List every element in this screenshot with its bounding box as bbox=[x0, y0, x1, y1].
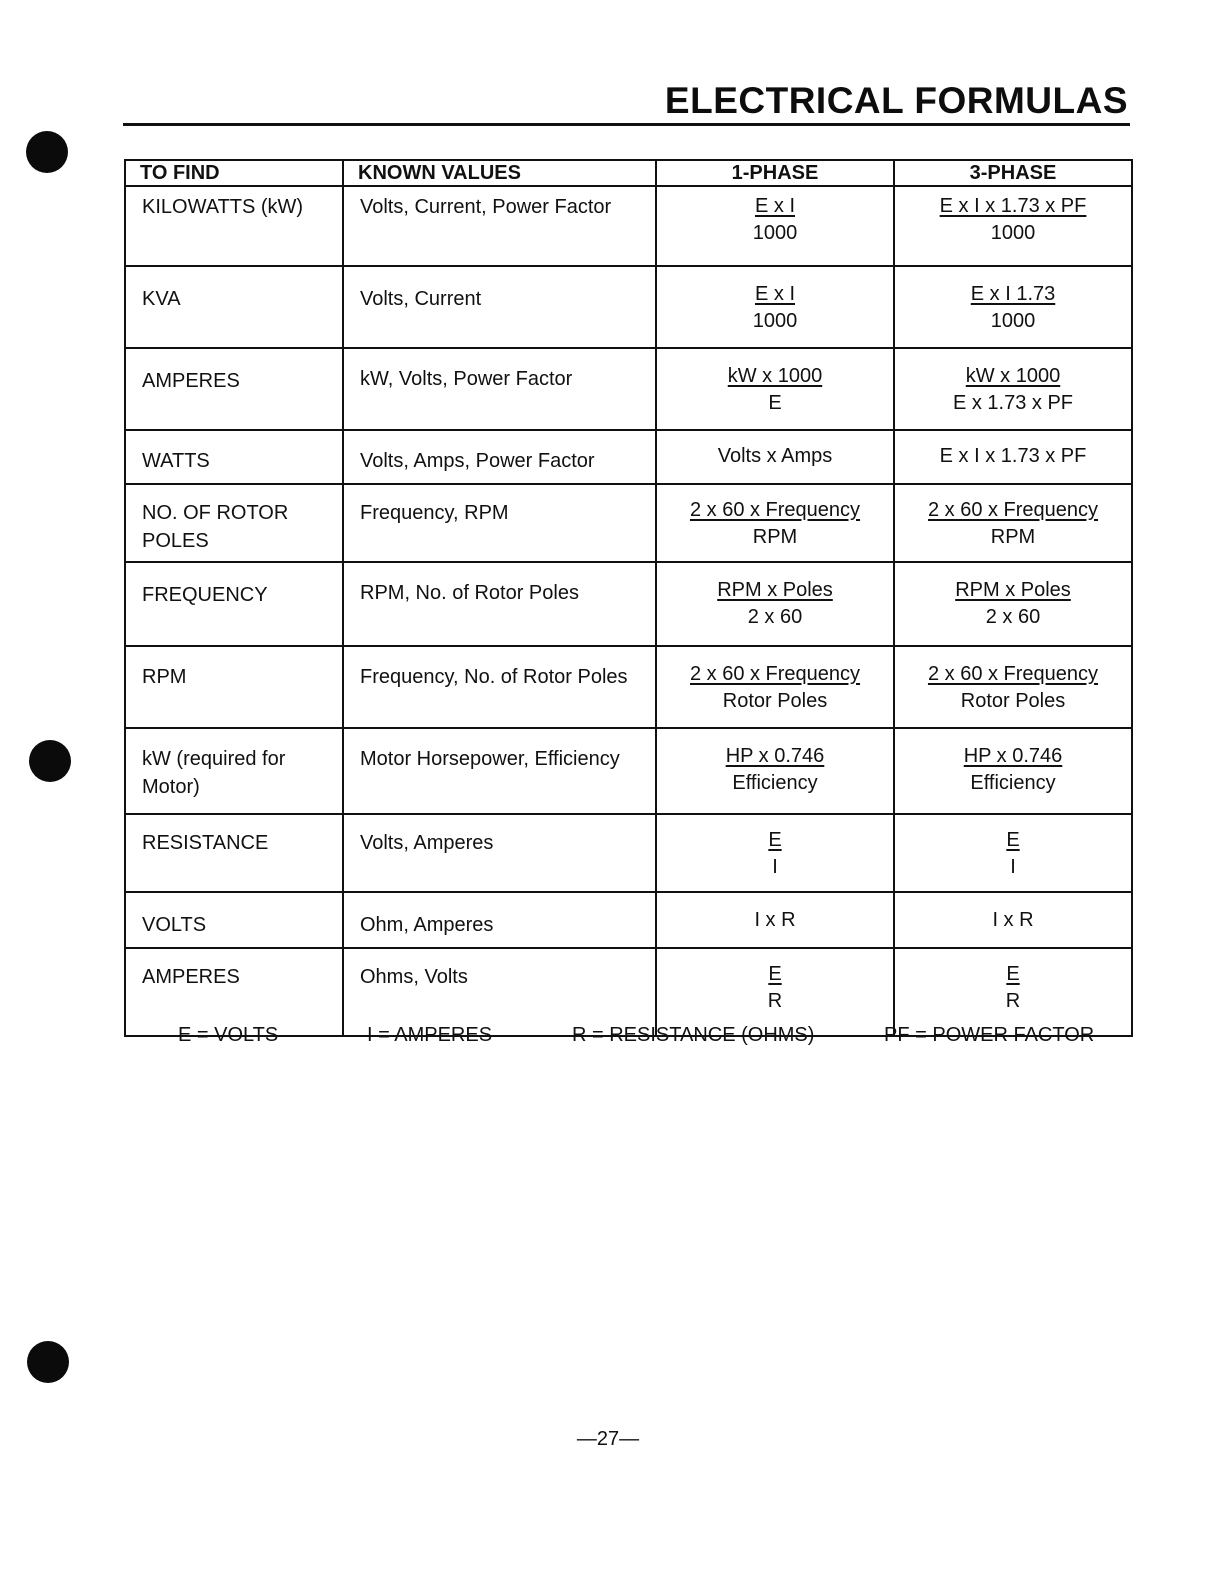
numerator: 2 x 60 x Frequency bbox=[927, 663, 1099, 685]
numerator: 2 x 60 x Frequency bbox=[927, 499, 1099, 521]
formula-1-phase bbox=[656, 266, 894, 348]
formula-3-phase bbox=[894, 892, 1132, 948]
row-to-find: AMPERES bbox=[125, 948, 343, 1036]
row-to-find: RPM bbox=[125, 646, 343, 728]
legend-volts: E = VOLTS bbox=[178, 1024, 279, 1046]
numerator: E x I x 1.73 x PF bbox=[939, 195, 1087, 217]
formula-text: I x R bbox=[992, 909, 1034, 931]
denominator: 2 x 60 bbox=[985, 606, 1041, 628]
page-title: ELECTRICAL FORMULAS bbox=[664, 80, 1128, 121]
table-row bbox=[125, 728, 1132, 814]
legend-power-factor: PF = POWER FACTOR bbox=[884, 1024, 1095, 1046]
numerator: RPM x Poles bbox=[717, 579, 833, 601]
formula-3-phase bbox=[894, 646, 1132, 728]
numerator: kW x 1000 bbox=[965, 365, 1061, 387]
denominator: Efficiency bbox=[732, 772, 818, 794]
formula-1-phase bbox=[656, 562, 894, 646]
denominator: 1000 bbox=[752, 310, 798, 332]
formula-text: Volts x Amps bbox=[717, 445, 833, 467]
formula-table bbox=[124, 159, 1133, 1037]
formula-text: I x R bbox=[754, 909, 796, 931]
numerator: E x I 1.73 bbox=[970, 283, 1056, 305]
table-row bbox=[125, 484, 1132, 562]
row-known-values: kW, Volts, Power Factor bbox=[343, 348, 656, 430]
table-header-row bbox=[125, 160, 1132, 186]
legend-resistance: R = RESISTANCE (OHMS) bbox=[572, 1024, 815, 1046]
numerator: E bbox=[768, 829, 782, 851]
row-known-values: Volts, Amperes bbox=[343, 814, 656, 892]
denominator: RPM bbox=[990, 526, 1036, 548]
row-to-find: KVA bbox=[125, 266, 343, 348]
numerator: E bbox=[1006, 829, 1020, 851]
row-to-find: NO. OF ROTOR POLES bbox=[125, 484, 343, 562]
formula-1-phase bbox=[656, 728, 894, 814]
denominator: I bbox=[772, 856, 778, 878]
table-row bbox=[125, 892, 1132, 948]
denominator: 1000 bbox=[990, 222, 1036, 244]
formula-3-phase bbox=[894, 814, 1132, 892]
row-known-values: Ohms, Volts bbox=[343, 948, 656, 1036]
denominator: Rotor Poles bbox=[960, 690, 1066, 712]
binder-hole-middle bbox=[29, 740, 71, 782]
numerator: 2 x 60 x Frequency bbox=[689, 663, 861, 685]
denominator: I bbox=[1010, 856, 1016, 878]
numerator: E x I bbox=[754, 195, 795, 217]
numerator: E bbox=[768, 963, 782, 985]
denominator: R bbox=[1005, 990, 1021, 1012]
row-known-values: Volts, Amps, Power Factor bbox=[343, 430, 656, 484]
denominator: 2 x 60 bbox=[747, 606, 803, 628]
table-row bbox=[125, 562, 1132, 646]
binder-hole-top bbox=[26, 131, 68, 173]
formula-1-phase bbox=[656, 430, 894, 484]
header-to-find: TO FIND bbox=[125, 160, 343, 186]
header-known-values: KNOWN VALUES bbox=[343, 160, 656, 186]
formula-3-phase bbox=[894, 266, 1132, 348]
denominator: R bbox=[767, 990, 783, 1012]
formula-1-phase bbox=[656, 814, 894, 892]
table-row bbox=[125, 814, 1132, 892]
denominator: Rotor Poles bbox=[722, 690, 828, 712]
formula-1-phase bbox=[656, 186, 894, 266]
formula-3-phase bbox=[894, 728, 1132, 814]
table-row bbox=[125, 948, 1132, 1036]
numerator: kW x 1000 bbox=[727, 365, 823, 387]
numerator: RPM x Poles bbox=[955, 579, 1071, 601]
row-to-find: FREQUENCY bbox=[125, 562, 343, 646]
formula-3-phase bbox=[894, 948, 1132, 1036]
row-known-values: Volts, Current bbox=[343, 266, 656, 348]
formula-3-phase bbox=[894, 484, 1132, 562]
formula-3-phase bbox=[894, 430, 1132, 484]
row-known-values: Ohm, Amperes bbox=[343, 892, 656, 948]
row-known-values: Frequency, No. of Rotor Poles bbox=[343, 646, 656, 728]
row-known-values: Motor Horsepower, Efficiency bbox=[343, 728, 656, 814]
row-to-find: kW (required for Motor) bbox=[125, 728, 343, 814]
denominator: 1000 bbox=[752, 222, 798, 244]
table-row bbox=[125, 348, 1132, 430]
formula-text: E x I x 1.73 x PF bbox=[939, 445, 1087, 467]
formula-1-phase bbox=[656, 484, 894, 562]
row-to-find: RESISTANCE bbox=[125, 814, 343, 892]
denominator: 1000 bbox=[990, 310, 1036, 332]
formula-3-phase bbox=[894, 348, 1132, 430]
table-row bbox=[125, 266, 1132, 348]
legend-amperes: I = AMPERES bbox=[367, 1024, 493, 1046]
formula-1-phase bbox=[656, 646, 894, 728]
header-3-phase: 3-PHASE bbox=[894, 160, 1132, 186]
row-to-find: KILOWATTS (kW) bbox=[125, 186, 343, 266]
row-known-values: Frequency, RPM bbox=[343, 484, 656, 562]
denominator: Efficiency bbox=[970, 772, 1056, 794]
numerator: HP x 0.746 bbox=[725, 745, 825, 767]
denominator: RPM bbox=[752, 526, 798, 548]
table-row bbox=[125, 186, 1132, 266]
row-known-values: RPM, No. of Rotor Poles bbox=[343, 562, 656, 646]
binder-hole-bottom bbox=[27, 1341, 69, 1383]
page-number: —27— bbox=[576, 1428, 640, 1450]
formula-3-phase bbox=[894, 562, 1132, 646]
formula-1-phase bbox=[656, 348, 894, 430]
formula-1-phase bbox=[656, 892, 894, 948]
formula-3-phase bbox=[894, 186, 1132, 266]
numerator: HP x 0.746 bbox=[963, 745, 1063, 767]
row-to-find: VOLTS bbox=[125, 892, 343, 948]
denominator: E x 1.73 x PF bbox=[952, 392, 1074, 414]
row-to-find: AMPERES bbox=[125, 348, 343, 430]
header-1-phase: 1-PHASE bbox=[656, 160, 894, 186]
formula-1-phase bbox=[656, 948, 894, 1036]
row-known-values: Volts, Current, Power Factor bbox=[343, 186, 656, 266]
numerator: E bbox=[1006, 963, 1020, 985]
numerator: 2 x 60 x Frequency bbox=[689, 499, 861, 521]
table-row bbox=[125, 646, 1132, 728]
title-rule bbox=[123, 123, 1130, 126]
numerator: E x I bbox=[754, 283, 795, 305]
row-to-find: WATTS bbox=[125, 430, 343, 484]
table-row bbox=[125, 430, 1132, 484]
denominator: E bbox=[768, 392, 782, 414]
